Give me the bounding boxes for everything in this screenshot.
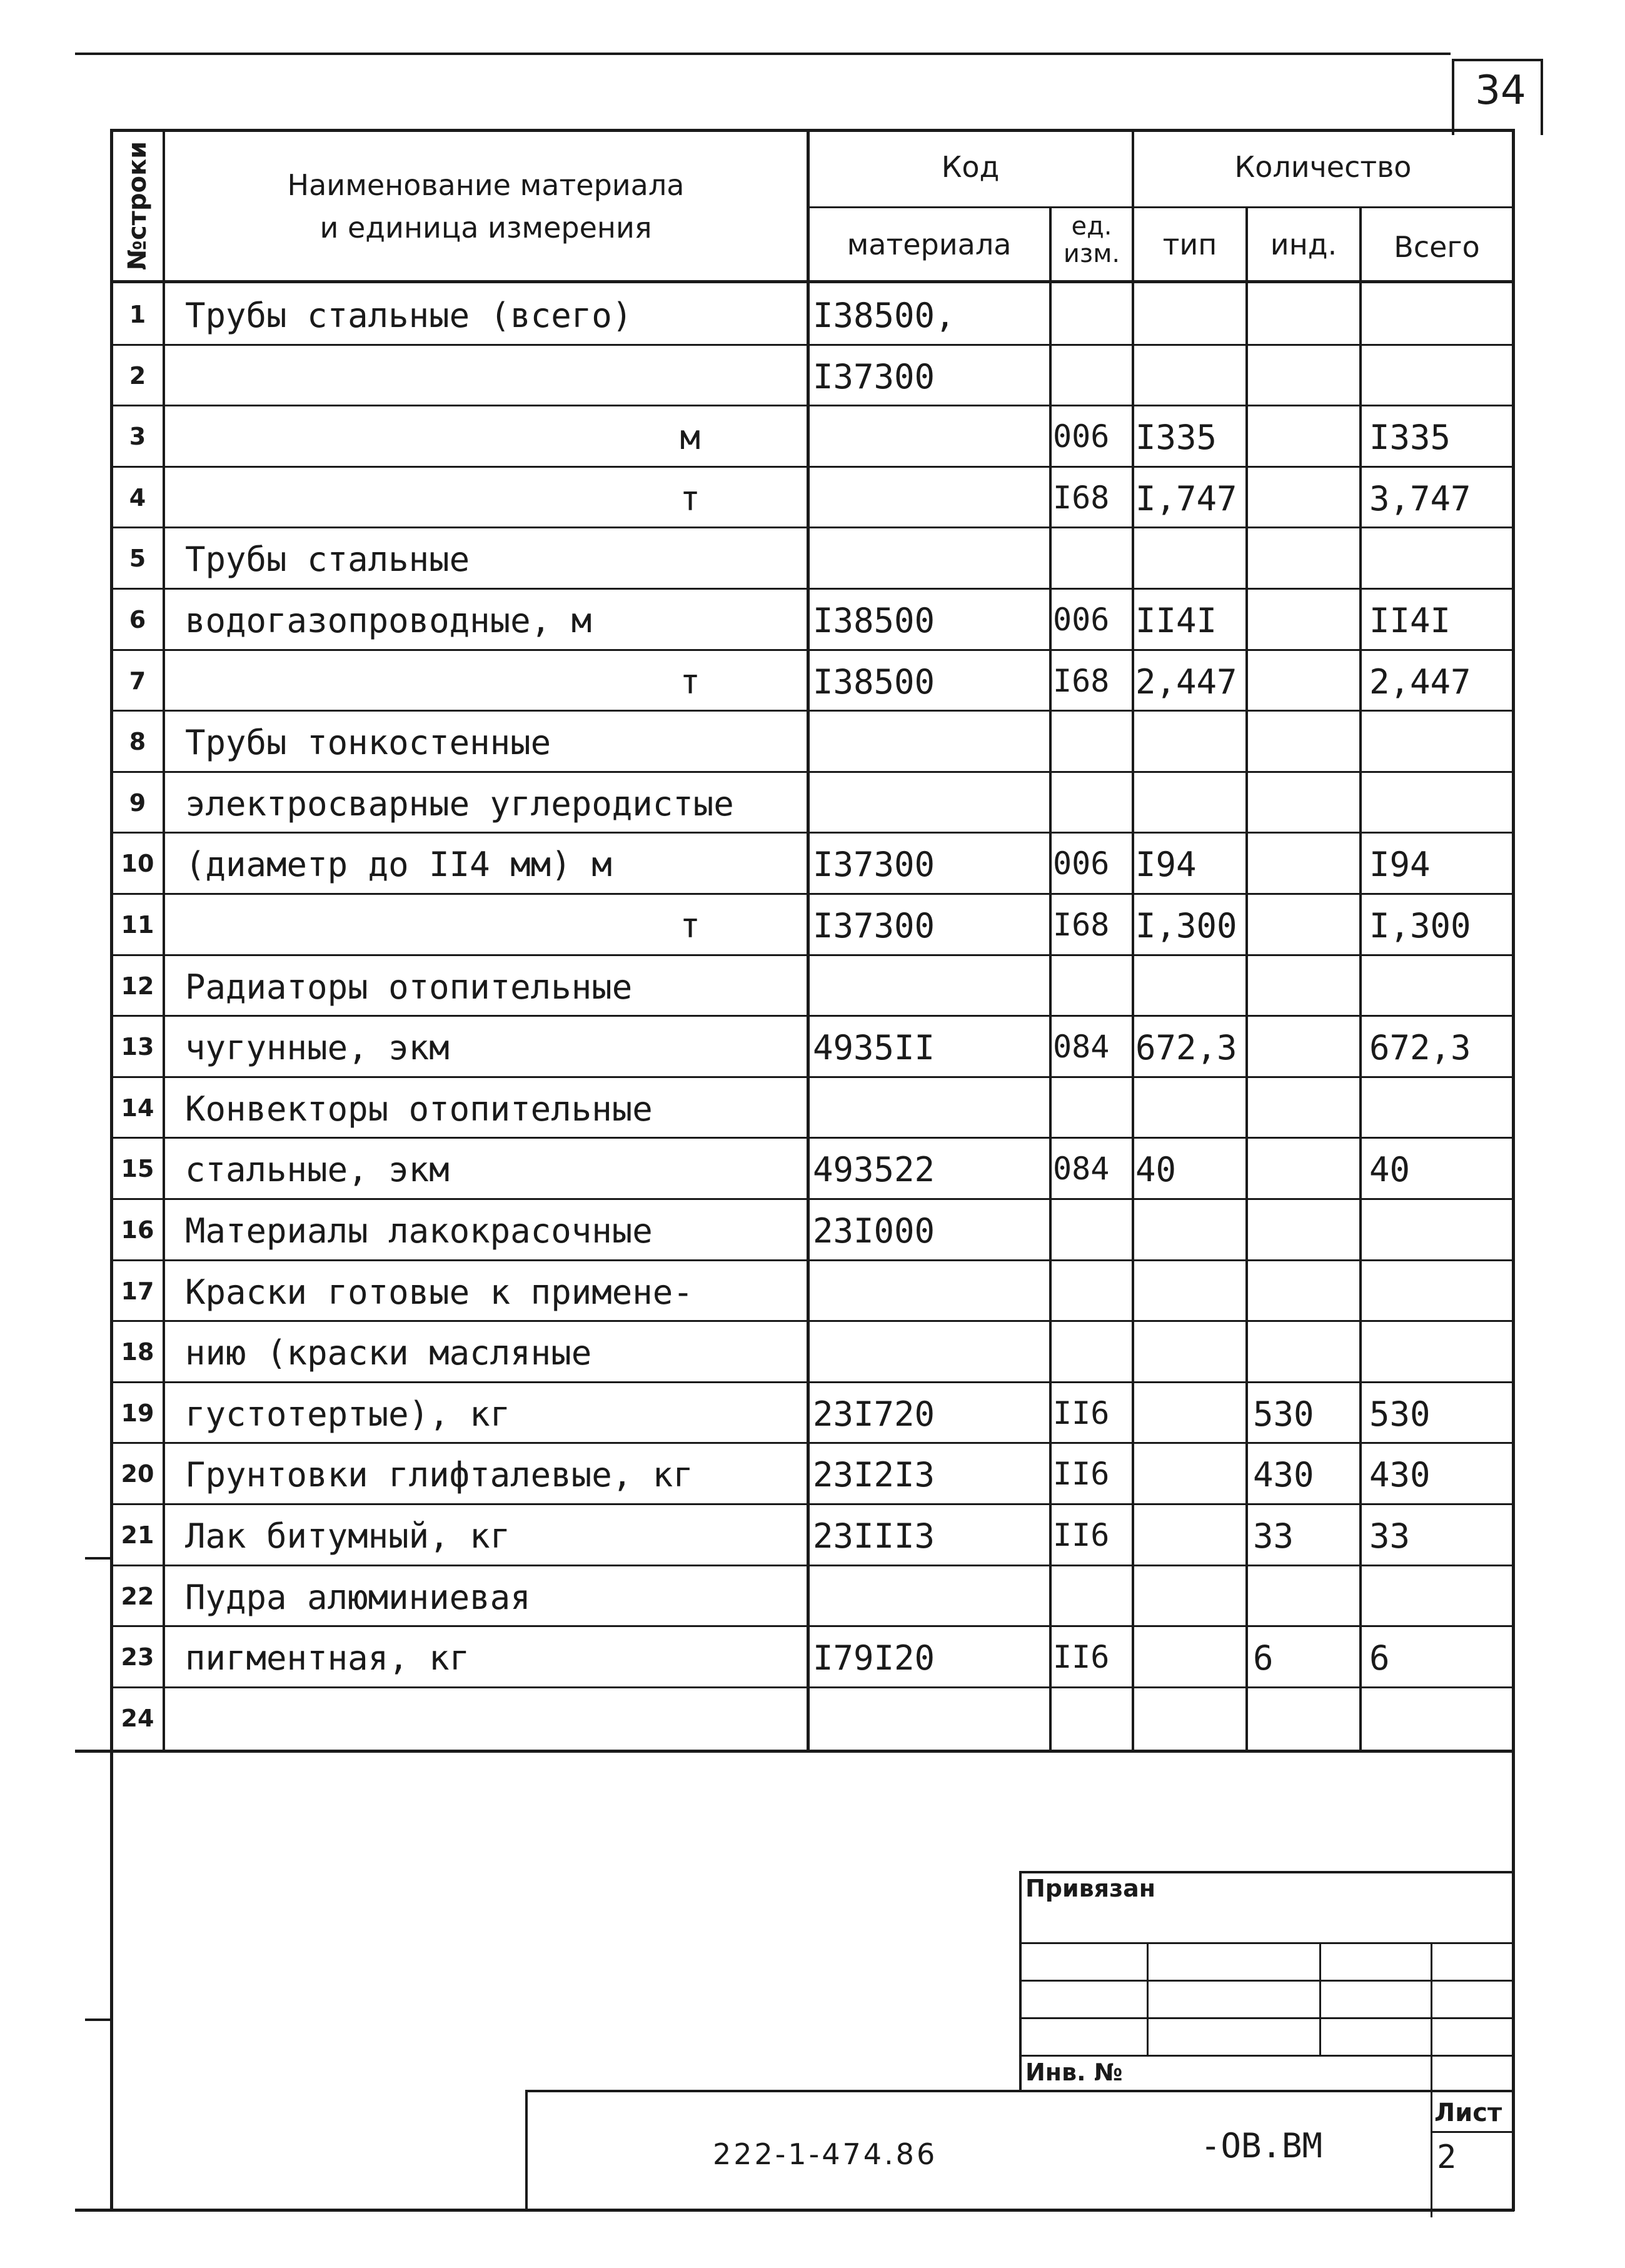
quantity-total: 2,447 bbox=[1369, 662, 1471, 702]
sheet-number: 2 bbox=[1437, 2139, 1457, 2176]
quantity-type: I335 bbox=[1135, 418, 1217, 457]
material-name: т bbox=[680, 662, 700, 702]
quantity-total: 6 bbox=[1369, 1638, 1390, 1678]
material-code: I37300 bbox=[813, 357, 935, 396]
material-name: т bbox=[680, 906, 700, 945]
header-quantity-ind: инд. bbox=[1270, 228, 1337, 261]
material-code: 23III3 bbox=[813, 1516, 935, 1556]
quantity-ind: 530 bbox=[1253, 1394, 1314, 1434]
quantity-total: I,300 bbox=[1369, 906, 1471, 945]
row-number: 21 bbox=[121, 1521, 154, 1549]
unit-code: 006 bbox=[1053, 845, 1110, 882]
row-number: 19 bbox=[121, 1399, 154, 1427]
row-number: 10 bbox=[121, 850, 154, 877]
row-number: 11 bbox=[121, 911, 154, 939]
row-number: 4 bbox=[129, 484, 146, 512]
unit-code: 084 bbox=[1053, 1029, 1110, 1065]
quantity-total: I335 bbox=[1369, 418, 1451, 457]
document-number: 222-1-474.86 bbox=[713, 2137, 938, 2171]
quantity-type: I,747 bbox=[1135, 479, 1237, 518]
material-code: 23I720 bbox=[813, 1394, 935, 1434]
quantity-total: 3,747 bbox=[1369, 479, 1471, 518]
material-name: Грунтовки глифталевые, кг bbox=[185, 1455, 693, 1494]
material-code: I79I20 bbox=[813, 1638, 935, 1678]
header-quantity-total: Всего bbox=[1394, 230, 1480, 264]
unit-code: I68 bbox=[1053, 907, 1110, 943]
material-name: Радиаторы отопительные bbox=[185, 967, 633, 1007]
row-number: 12 bbox=[121, 972, 154, 1000]
row-number: 18 bbox=[121, 1338, 154, 1366]
material-code: 23I2I3 bbox=[813, 1455, 935, 1494]
material-name: Трубы стальные bbox=[185, 540, 470, 579]
quantity-ind: 430 bbox=[1253, 1455, 1314, 1494]
unit-code: II6 bbox=[1053, 1639, 1110, 1675]
quantity-total: 40 bbox=[1369, 1150, 1411, 1189]
quantity-total: I94 bbox=[1369, 845, 1431, 884]
document-suffix: -ОВ.ВМ bbox=[1200, 2126, 1323, 2165]
material-name: Материалы лакокрасочные bbox=[185, 1211, 653, 1251]
row-number: 17 bbox=[121, 1278, 154, 1305]
quantity-total: II4I bbox=[1369, 601, 1451, 640]
unit-code: 084 bbox=[1053, 1151, 1110, 1187]
unit-code: II6 bbox=[1053, 1395, 1110, 1431]
inventory-number-label: Инв. № bbox=[1025, 2059, 1123, 2086]
quantity-type: II4I bbox=[1135, 601, 1217, 640]
material-code: I37300 bbox=[813, 906, 935, 945]
material-code: I38500 bbox=[813, 601, 935, 640]
material-name: нию (краски масляные bbox=[185, 1333, 592, 1373]
unit-code: 006 bbox=[1053, 602, 1110, 638]
material-code: 23I000 bbox=[813, 1211, 935, 1251]
row-number: 7 bbox=[129, 667, 146, 695]
quantity-type: 2,447 bbox=[1135, 662, 1237, 702]
row-number: 8 bbox=[129, 728, 146, 755]
row-number: 2 bbox=[129, 362, 146, 390]
bound-label: Привязан bbox=[1025, 1875, 1156, 1902]
material-name: Конвекторы отопительные bbox=[185, 1089, 653, 1129]
header-quantity-type: тип bbox=[1162, 228, 1217, 261]
row-number: 13 bbox=[121, 1033, 154, 1061]
unit-code: I68 bbox=[1053, 663, 1110, 699]
quantity-total: 672,3 bbox=[1369, 1028, 1471, 1067]
quantity-total: 530 bbox=[1369, 1394, 1431, 1434]
material-name: густотертые), кг bbox=[185, 1394, 511, 1434]
material-code: 4935II bbox=[813, 1028, 935, 1067]
material-name: водогазопроводные, м bbox=[185, 601, 592, 640]
unit-code: 006 bbox=[1053, 418, 1110, 455]
quantity-ind: 6 bbox=[1253, 1638, 1274, 1678]
row-number: 3 bbox=[129, 423, 146, 450]
material-name: стальные, экм bbox=[185, 1150, 450, 1189]
quantity-type: I94 bbox=[1135, 845, 1197, 884]
header-material-name: Наименование материала и единица измерения bbox=[287, 168, 685, 244]
material-name: Пудра алюминиевая bbox=[185, 1578, 531, 1617]
material-code: I38500, bbox=[813, 296, 955, 335]
row-number: 23 bbox=[121, 1643, 154, 1671]
header-code-group: Код bbox=[941, 150, 1000, 184]
page-number: 34 bbox=[1475, 68, 1526, 114]
row-number: 1 bbox=[129, 301, 146, 328]
material-code: 493522 bbox=[813, 1150, 935, 1189]
material-name: Лак битумный, кг bbox=[185, 1516, 511, 1556]
sheet-label: Лист bbox=[1434, 2099, 1502, 2127]
header-quantity-group: Количество bbox=[1234, 150, 1412, 184]
header-code-unit: ед. изм. bbox=[1063, 212, 1120, 268]
material-name: т bbox=[680, 479, 700, 518]
row-number: 16 bbox=[121, 1216, 154, 1244]
row-number: 6 bbox=[129, 606, 146, 633]
material-name: Трубы тонкостенные bbox=[185, 723, 551, 762]
unit-code: I68 bbox=[1053, 480, 1110, 516]
quantity-total: 33 bbox=[1369, 1516, 1411, 1556]
quantity-type: 672,3 bbox=[1135, 1028, 1237, 1067]
material-name: (диаметр до II4 мм) м bbox=[185, 845, 612, 884]
material-code: I38500 bbox=[813, 662, 935, 702]
row-number: 22 bbox=[121, 1583, 154, 1610]
quantity-type: I,300 bbox=[1135, 906, 1237, 945]
row-number: 15 bbox=[121, 1155, 154, 1182]
material-name: Трубы стальные (всего) bbox=[185, 296, 633, 335]
material-name: чугунные, экм bbox=[185, 1028, 450, 1067]
material-name: Краски готовые к примене- bbox=[185, 1273, 693, 1312]
row-number: 14 bbox=[121, 1094, 154, 1122]
material-code: I37300 bbox=[813, 845, 935, 884]
quantity-ind: 33 bbox=[1253, 1516, 1294, 1556]
material-name: м bbox=[680, 418, 700, 457]
row-number: 24 bbox=[121, 1705, 154, 1732]
row-number: 9 bbox=[129, 789, 146, 817]
quantity-total: 430 bbox=[1369, 1455, 1431, 1494]
material-name: электросварные углеродистые bbox=[185, 784, 734, 824]
quantity-type: 40 bbox=[1135, 1150, 1177, 1189]
row-number: 5 bbox=[129, 545, 146, 572]
unit-code: II6 bbox=[1053, 1456, 1110, 1492]
unit-code: II6 bbox=[1053, 1517, 1110, 1553]
material-name: пигментная, кг bbox=[185, 1638, 470, 1678]
row-number: 20 bbox=[121, 1460, 154, 1488]
header-row-number: №строки bbox=[123, 141, 152, 271]
header-code-material: материала bbox=[847, 228, 1012, 261]
